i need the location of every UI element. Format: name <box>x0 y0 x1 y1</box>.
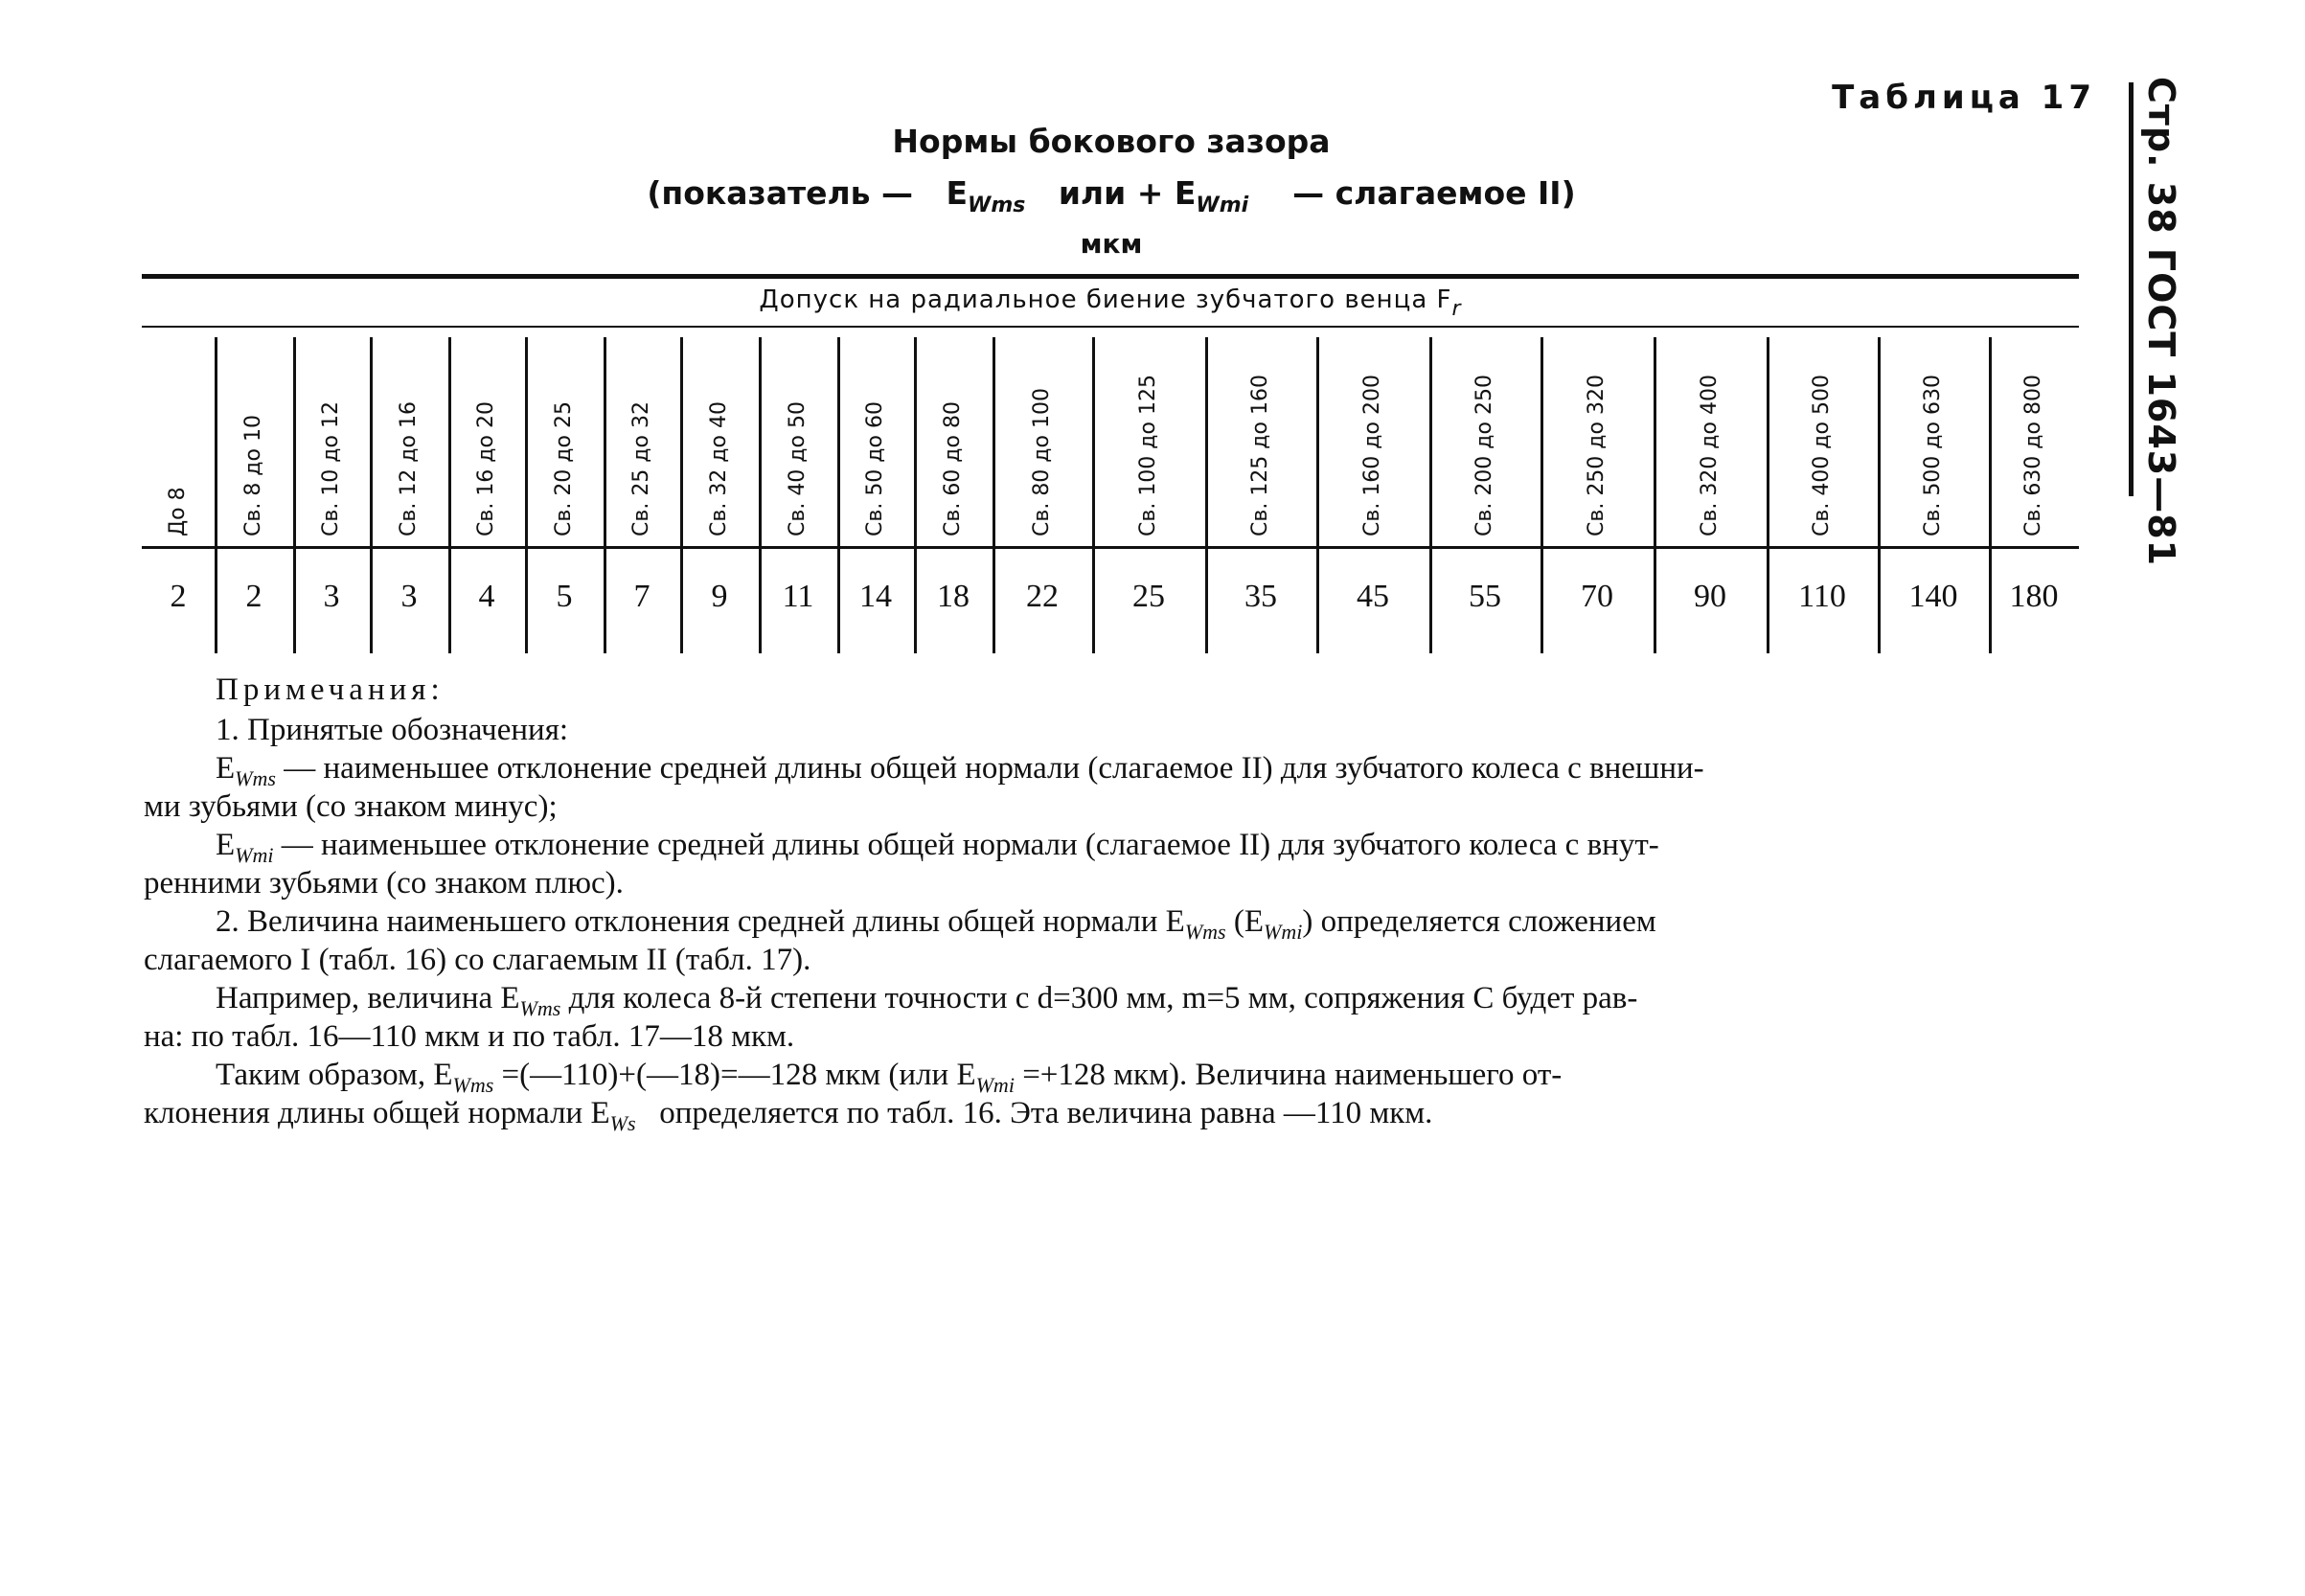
table-column <box>215 328 293 653</box>
notes-title: Примечания: <box>216 673 445 707</box>
column-value: 11 <box>782 579 814 614</box>
column-value: 9 <box>711 579 728 614</box>
column-value: 35 <box>1244 579 1277 614</box>
column-header-label: Св. 16 до 20 <box>474 401 498 536</box>
column-header <box>448 328 525 546</box>
table-column <box>1205 328 1316 653</box>
note-2-cont: слагаемого I (табл. 16) со слагаемым II (табл. 17). <box>144 943 811 977</box>
column-header <box>525 328 604 546</box>
column-value: 7 <box>633 579 650 614</box>
column-header <box>370 328 448 546</box>
column-header <box>1429 328 1540 546</box>
table-column <box>1429 328 1540 653</box>
column-header-label: Св. 200 до 250 <box>1472 375 1496 536</box>
table-column <box>448 328 525 653</box>
column-header <box>1092 328 1205 546</box>
column-header <box>993 328 1092 546</box>
note-1-wmi: $E_{Wmi}$ — наименьшее отклонение средней длины общей нормали (слагаемое II) для зубчатого колеса с внут- <box>216 828 1659 867</box>
note-1-heading: 1. Принятые обозначения: <box>216 713 569 747</box>
column-header-label: Св. 100 до 125 <box>1136 375 1160 536</box>
side-header <box>2140 77 2221 567</box>
note-1-wms-cont: ми зубьями (со знаком минус); <box>144 789 558 824</box>
column-value: 2 <box>245 579 262 614</box>
table-column <box>525 328 604 653</box>
symbol-wms: Wms <box>968 194 1026 217</box>
column-header <box>1540 328 1654 546</box>
column-value: 18 <box>937 579 970 614</box>
column-header <box>1654 328 1767 546</box>
column-header-label: Св. 60 до 80 <box>941 401 965 536</box>
table-column <box>837 328 914 653</box>
table-column <box>1540 328 1654 653</box>
column-header <box>215 328 293 546</box>
column-header <box>1316 328 1429 546</box>
table-column <box>993 328 1092 653</box>
column-value: 110 <box>1798 579 1846 614</box>
column-header-label: Св. 80 до 100 <box>1030 388 1054 536</box>
column-header-label: Св. 10 до 12 <box>319 401 343 536</box>
column-value: 2 <box>170 579 187 614</box>
column-value: 3 <box>400 579 418 614</box>
table-column <box>1092 328 1205 653</box>
column-value: 3 <box>323 579 340 614</box>
side-header-text: Стр. 38 ГОСТ 1643—81 <box>2140 77 2182 567</box>
note-sum-cont: клонения длины общей нормали $E_{Ws}$ определяется по табл. 16. Эта величина равна —110 мкм. <box>144 1096 1433 1135</box>
column-header-label: Св. 8 до 10 <box>241 415 265 536</box>
table-column <box>293 328 370 653</box>
table-column <box>370 328 448 653</box>
column-header <box>1205 328 1316 546</box>
column-header <box>1767 328 1878 546</box>
column-header-label: Св. 12 до 16 <box>397 401 421 536</box>
table-subtitle: (показатель — $E_{Wms}$ или + $E_{Wmi}$ — слагаемое II) <box>647 174 1576 217</box>
column-header <box>1989 328 2079 546</box>
column-header <box>293 328 370 546</box>
note-example-cont: на: по табл. 16—110 мкм и по табл. 17—18 мкм. <box>144 1019 795 1054</box>
table-column <box>914 328 993 653</box>
table-column <box>1989 328 2079 653</box>
column-value: 5 <box>556 579 573 614</box>
table-column <box>1878 328 1989 653</box>
table-column <box>1654 328 1767 653</box>
column-header-label: Св. 25 до 32 <box>629 401 653 536</box>
column-value: 25 <box>1132 579 1165 614</box>
column-header-label: Св. 160 до 200 <box>1360 375 1384 536</box>
table-column <box>1316 328 1429 653</box>
column-header <box>837 328 914 546</box>
symbol-e: E <box>946 174 969 212</box>
table-columns <box>142 328 2079 653</box>
note-example: Например, величина $E_{Wms}$ для колеса 8-й степени точности с d=300 мм, m=5 мм, сопряжения С будет рав- <box>216 981 1638 1020</box>
column-value: 70 <box>1581 579 1613 614</box>
note-1-wmi-cont: ренними зубьями (со знаком плюс). <box>144 866 624 901</box>
column-header-label: Св. 250 до 320 <box>1585 375 1609 536</box>
column-header-label: Св. 630 до 800 <box>2021 375 2045 536</box>
column-header-label: Св. 400 до 500 <box>1810 375 1834 536</box>
column-header-label: Св. 50 до 60 <box>863 401 887 536</box>
column-header-label: Св. 125 до 160 <box>1248 375 1272 536</box>
column-header-label: До 8 <box>166 487 190 536</box>
column-header-label: Св. 20 до 25 <box>552 401 576 536</box>
column-value: 22 <box>1026 579 1059 614</box>
column-value: 140 <box>1908 579 1958 614</box>
table-column <box>142 328 215 653</box>
table-title: Нормы бокового зазора <box>892 123 1331 160</box>
column-header-label: Св. 32 до 40 <box>707 401 731 536</box>
table-top-rule <box>142 274 2079 279</box>
column-value: 55 <box>1469 579 1501 614</box>
table-column <box>604 328 680 653</box>
table-caption: Допуск на радиальное биение зубчатого венца $F_r$ <box>759 285 1462 321</box>
table-column <box>1767 328 1878 653</box>
table-number: Таблица 17 <box>1832 79 2096 117</box>
column-value: 45 <box>1357 579 1389 614</box>
column-header <box>1878 328 1989 546</box>
table-column <box>680 328 759 653</box>
note-2: 2. Величина наименьшего отклонения средней длины общей нормали $E_{Wms}$ $(E_{Wmi})$ определяется сложением <box>216 904 1656 944</box>
column-header-label: Св. 500 до 630 <box>1921 375 1945 536</box>
table-column <box>759 328 837 653</box>
column-header-label: Св. 40 до 50 <box>786 401 810 536</box>
column-value: 180 <box>2009 579 2059 614</box>
column-header <box>680 328 759 546</box>
column-value: 14 <box>859 579 892 614</box>
column-value: 90 <box>1694 579 1726 614</box>
table-unit: мкм <box>1080 228 1143 260</box>
note-sum: Таким образом, $E_{Wms}$ =(—110)+(—18)=—128 мкм (или $E_{Wmi} =+128$ мкм). Величина наименьшего от- <box>216 1058 1563 1097</box>
note-1-wms: $E_{Wms}$ — наименьшее отклонение средней длины общей нормали (слагаемое II) для зубчатого колеса с внешни- <box>216 751 1704 790</box>
column-value: 4 <box>478 579 495 614</box>
column-header <box>914 328 993 546</box>
column-header <box>604 328 680 546</box>
column-header <box>142 328 215 546</box>
column-header-label: Св. 320 до 400 <box>1698 375 1722 536</box>
side-header-rule <box>2129 82 2134 496</box>
column-header <box>759 328 837 546</box>
